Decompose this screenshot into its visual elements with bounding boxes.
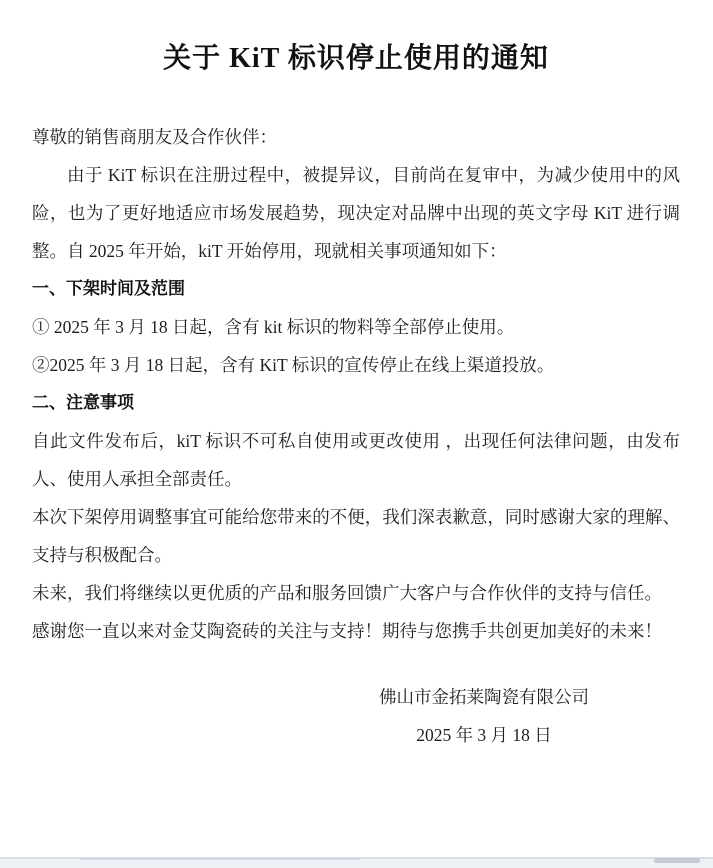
document-body <box>32 118 680 650</box>
section2-heading: 二、注意事项 <box>32 393 134 412</box>
document-title: 关于 KiT 标识停止使用的通知 <box>163 43 549 74</box>
section2-paragraph-2: 本次下架停用调整事宜可能给您带来的不便，我们深表歉意，同时感谢大家的理解、支持与积极配合。 <box>32 507 680 565</box>
horizontal-scrollbar-thumb[interactable] <box>654 858 700 863</box>
salutation-line: 尊敬的销售商朋友及合作伙伴： <box>32 127 277 147</box>
signature-company: 佛山市金拓莱陶瓷有限公司 <box>379 687 589 707</box>
window-bottom-edge <box>0 857 713 868</box>
section2-paragraph-1: 自此文件发布后，kiT 标识不可私自使用或更改使用 ，出现任何法律问题，由发布人、使用人承担全部责任。 <box>32 431 680 489</box>
signature-date: 2025 年 3 月 18 日 <box>416 725 552 745</box>
section2-paragraph-3: 未来，我们将继续以更优质的产品和服务回馈广大客户与合作伙伴的支持与信任。 <box>32 583 662 603</box>
section2-paragraph-4: 感谢您一直以来对金艾陶瓷砖的关注与支持！期待与您携手共创更加美好的未来！ <box>32 621 662 641</box>
intro-paragraph: 由于 KiT 标识在注册过程中，被提异议，目前尚在复审中，为减少使用中的风险，也为了更好地适应市场发展趋势，现决定对品牌中出现的英文字母 KiT 进行调整。自 2025 年开始，kiT 开始停用，现就相关事项通知如下： <box>32 165 680 261</box>
signature-block <box>334 678 634 754</box>
bottom-edge-tint <box>80 857 360 860</box>
section1-item-2: ②2025 年 3 月 18 日起，含有 KiT 标识的宣传停止在线上渠道投放。 <box>32 355 555 375</box>
section1-heading: 一、下架时间及范围 <box>32 279 185 298</box>
section1-item-1: ① 2025 年 3 月 18 日起，含有 kit 标识的物料等全部停止使用。 <box>32 317 515 337</box>
